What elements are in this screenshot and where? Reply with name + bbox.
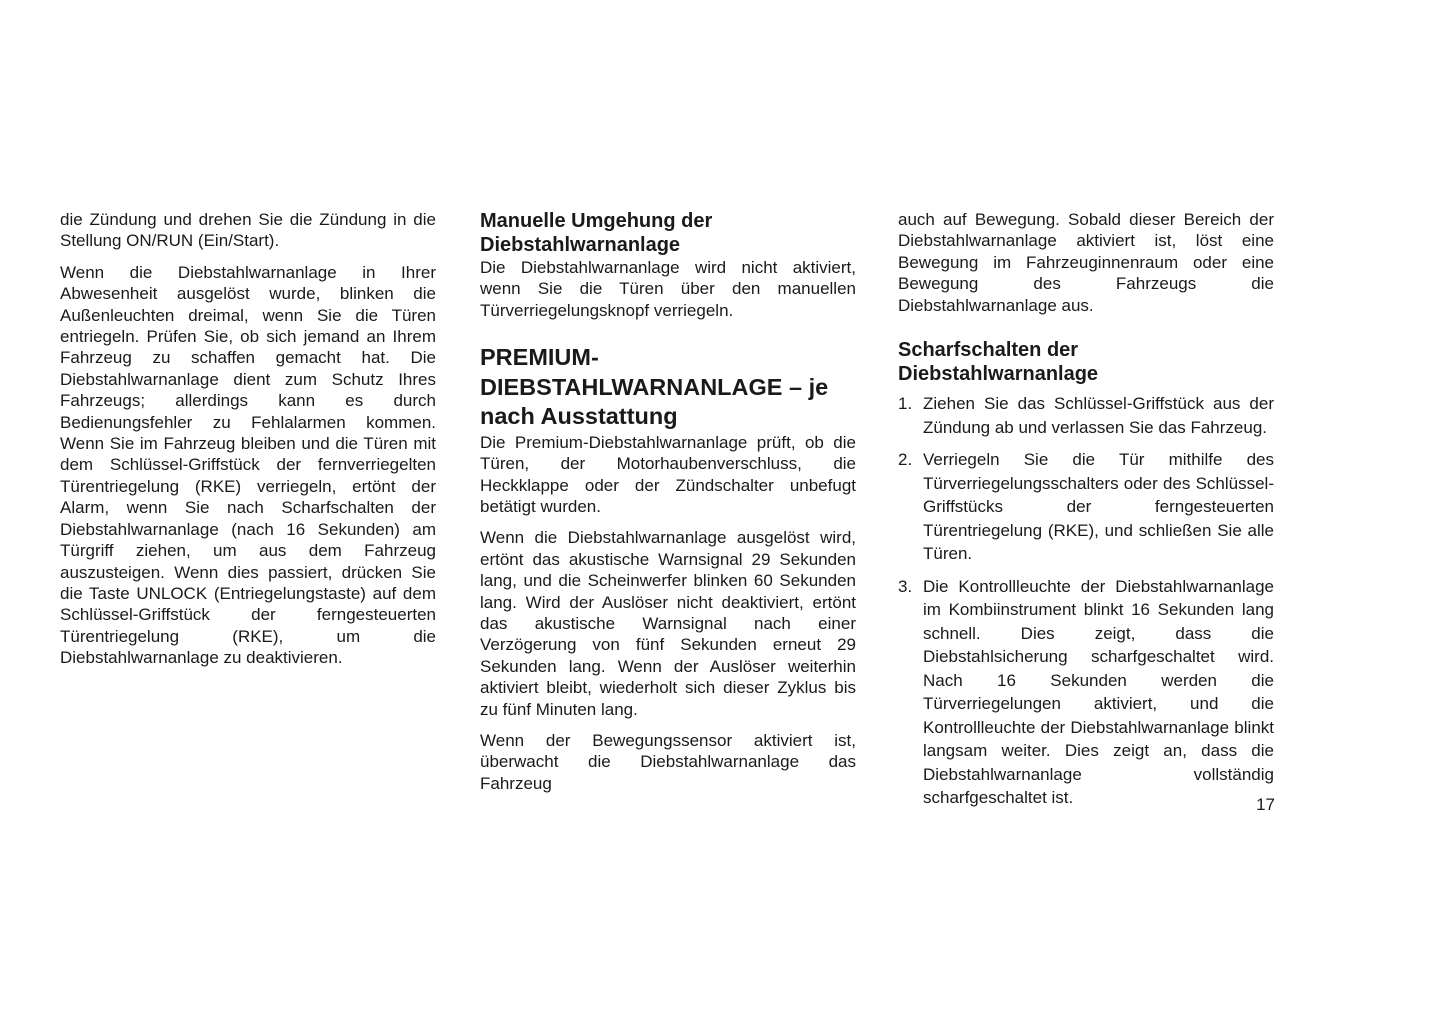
paragraph-motion-continued: auch auf Bewegung. Sobald dieser Bereich der Diebstahlwarnanlage aktiviert ist, löst eine Bewegung im Fahrzeuginnenraum oder eine Bewegung des Fahrzeugs die Diebstahlwarnanlage aus. [898,210,1274,315]
paragraph-motion-sensor: Wenn der Bewegungssensor aktiviert ist, überwacht die Diebstahlwarnanlage das Fahrzeug [480,731,856,793]
step-text: Die Kontrollleuchte der Diebstahlwarnanlage im Kombiinstrument blinkt 16 Sekunden lang schnell. Dies zeigt, dass die Diebstahlsicherung scharfgeschaltet wird. Nach 16 Sekunden werden die Türverriegelungen aktiviert, und die Kontrollleuchte der Diebstahlwarnanlage blinkt langsam weiter. Dies zeigt an, dass die Diebstahlwarnanlage vollständig scharfgeschaltet ist. [923,576,1274,808]
paragraph-manual-override: Die Diebstahlwarnanlage wird nicht aktiviert, wenn Sie die Türen über den manuellen Türverriegelungsknopf verriegeln. [480,258,856,320]
column-left [60,209,436,679]
paragraph-alarm-cycle: Wenn die Diebstahlwarnanlage ausgelöst wird, ertönt das akustische Warnsignal 29 Sekunden lang, und die Scheinwerfer blinken 60 Sekunden lang. Wird der Auslöser nicht deaktiviert, ertönt das akustische Warnsignal nach einer Verzögerung von fünf Sekunden erneut 29 Sekunden lang. Wenn der Auslöser weiterhin aktiviert bleibt, wiederholt sich dieser Zyklus bis zu fünf Minuten lang. [480,528,856,719]
paragraph-ignition-continued: die Zündung und drehen Sie die Zündung in die Stellung ON/RUN (Ein/Start). [60,210,436,251]
page-number: 17 [1256,795,1275,814]
paragraph-alarm-triggered: Wenn die Diebstahlwarnanlage in Ihrer Abwesenheit ausgelöst wurde, blinken die Außenleuchten dreimal, wenn Sie die Türen entriegeln. Prüfen Sie, ob sich jemand an Ihrem Fahrzeug zu schaffen gemacht hat. Die Diebstahlwarnanlage dient zum Schutz Ihres Fahrzeugs; allerdings kann es durch Bedienungsfehler zu Fehlalarmen kommen. Wenn Sie im Fahrzeug bleiben und die Türen mit dem Schlüssel-Griffstück der fernverriegelten Türentriegelung (RKE) verriegeln, ertönt der Alarm, wenn Sie nach Scharfschalten der Diebstahlwarnanlage (nach 16 Sekunden) am Türgriff ziehen, um aus dem Fahrzeug auszusteigen. Wenn dies passiert, drücken Sie die Taste UNLOCK (Entriegelungstaste) auf dem Schlüssel-Griffstück der ferngesteuerten Türentriegelung (RKE), um die Diebstahlwarnanlage zu deaktivieren. [60,262,436,668]
step-text: Ziehen Sie das Schlüssel-Griffstück aus der Zündung ab und verlassen Sie das Fahrzeug. [923,394,1274,437]
list-item [898,575,1274,810]
section-heading-manual-override: Manuelle Umgehung der Diebstahlwarnanlage [480,210,713,256]
column-right [898,209,1274,819]
section-heading-arming: Scharfschalten der Diebstahlwarnanlage [898,339,1099,386]
step-text: Verriegeln Sie die Tür mithilfe des Türverriegelungsschalters oder des Schlüssel-Griffstücks der ferngesteuerten Türentriegelung (RKE), und schließen Sie alle Türen. [923,450,1274,564]
paragraph-premium-alarm: Die Premium-Diebstahlwarnanlage prüft, ob die Türen, der Motorhaubenverschluss, die Heckklappe oder der Zündschalter unbefugt betätigt wurden. [480,432,856,516]
list-item [898,392,1274,439]
step-number: 2. [898,450,913,470]
step-number: 3. [898,576,913,596]
column-middle [480,209,856,804]
section-heading-premium-alarm: PREMIUM-DIEBSTAHLWARNANLAGE – je nach Ausstattung [480,344,829,430]
step-number: 1. [898,394,913,414]
list-item [898,448,1274,566]
arming-steps-list [898,392,1274,810]
